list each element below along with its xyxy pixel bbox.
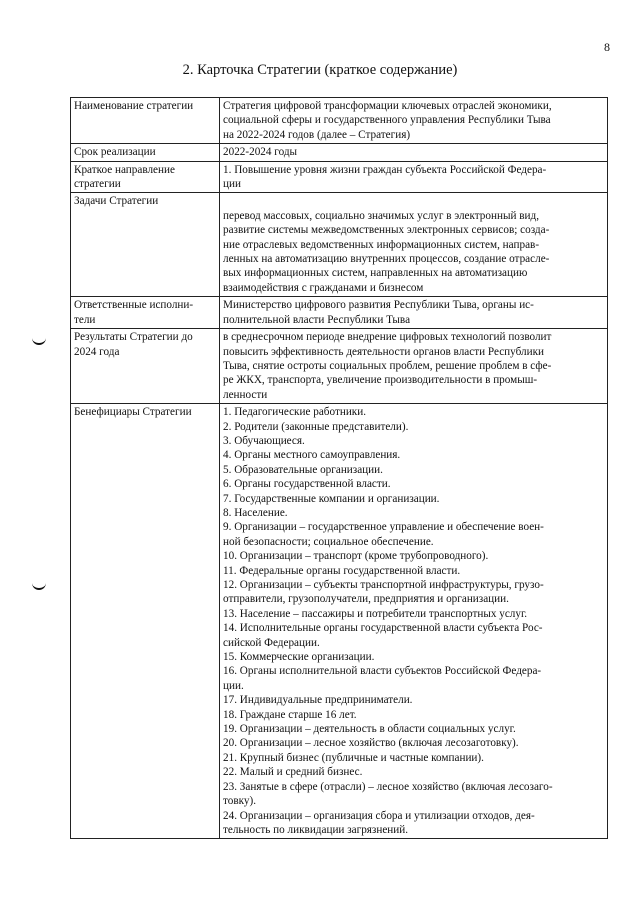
table-row bbox=[71, 297, 608, 329]
label-line: Наименование стратегии bbox=[74, 100, 194, 112]
content-line: 2022-2024 годы bbox=[223, 146, 298, 159]
content-line: 21. Крупный бизнес (публичные и частные компании). bbox=[223, 751, 484, 764]
content-line: ние отраслевых ведомственных информационных систем, направ- bbox=[223, 238, 540, 251]
content-line: 14. Исполнительные органы государственной власти субъекта Рос- bbox=[223, 622, 543, 635]
content-line: вых информационных систем, направленных на автоматизацию bbox=[223, 267, 528, 280]
row-label bbox=[71, 404, 220, 839]
content-line: 1. Повышение уровня жизни граждан субъекта Российской Федера- bbox=[223, 163, 547, 176]
content-line: 19. Организации – деятельность в области социальных услуг. bbox=[223, 723, 516, 736]
content-line: развитие системы межведомственных электронных сервисов; созда- bbox=[223, 224, 550, 237]
content-line: 13. Население – пассажиры и потребители транспортных услуг. bbox=[223, 607, 528, 620]
content-line: 20. Организации – лесное хозяйство (включая лесозаготовку). bbox=[223, 737, 519, 750]
label-line: стратегии bbox=[74, 178, 121, 191]
content-line: 11. Федеральные органы государственной власти. bbox=[223, 564, 461, 577]
content-line: Министерство цифрового развития Республики Тыва, органы ис- bbox=[223, 299, 534, 312]
row-content bbox=[220, 329, 608, 404]
content-line: ции. bbox=[223, 679, 244, 692]
page-number: 8 bbox=[604, 40, 610, 54]
table-row bbox=[71, 193, 608, 297]
label-line: 2024 года bbox=[74, 345, 120, 358]
content-line: перевод массовых, социально значимых услуг в электронный вид, bbox=[223, 209, 540, 222]
margin-mark bbox=[32, 580, 46, 590]
content-line: 1. Педагогические работники. bbox=[223, 406, 367, 419]
content-line: 15. Коммерческие организации. bbox=[223, 651, 375, 664]
content-line: ленных на автоматизацию внутренних процессов, создание отрасле- bbox=[223, 253, 550, 266]
content-line: 6. Органы государственной власти. bbox=[223, 478, 391, 491]
content-line: ре ЖКХ, транспорта, увеличение производительности в промыш- bbox=[223, 374, 538, 387]
row-label bbox=[71, 297, 220, 329]
content-line: 4. Органы местного самоуправления. bbox=[223, 449, 401, 462]
content-line bbox=[223, 194, 604, 208]
row-label bbox=[71, 161, 220, 193]
label-line: Ответственные исполни- bbox=[74, 299, 194, 312]
row-label bbox=[71, 193, 220, 297]
content-line: ленности bbox=[223, 388, 268, 401]
label-line: Результаты Стратегии до bbox=[74, 331, 193, 344]
row-label bbox=[71, 329, 220, 404]
content-line: товку). bbox=[223, 795, 257, 808]
row-content bbox=[220, 193, 608, 297]
row-content bbox=[220, 98, 608, 144]
content-line: 5. Образовательные организации. bbox=[223, 463, 383, 476]
content-line: 23. Занятые в сфере (отрасли) – лесное хозяйство (включая лесозаго- bbox=[223, 780, 553, 793]
label-line: Задачи Стратегии bbox=[74, 195, 159, 208]
table-row bbox=[71, 161, 608, 193]
content-line: полнительной власти Республики Тыва bbox=[223, 313, 411, 326]
table-row bbox=[71, 98, 608, 144]
content-line: сийской Федерации. bbox=[223, 636, 320, 649]
content-line: 18. Граждане старше 16 лет. bbox=[223, 708, 357, 721]
content-line: 9. Организации – государственное управление и обеспечение воен- bbox=[223, 521, 544, 534]
row-label bbox=[71, 144, 220, 161]
content-line: Стратегия цифровой трансформации ключевых отраслей экономики, bbox=[223, 100, 552, 112]
page-title: 2. Карточка Стратегии (краткое содержание) bbox=[182, 62, 458, 78]
row-content bbox=[220, 404, 608, 839]
content-line: взаимодействия с гражданами и бизнесом bbox=[223, 281, 424, 294]
content-line: 12. Организации – субъекты транспортной инфраструктуры, грузо- bbox=[223, 579, 544, 591]
content-line: 17. Индивидуальные предприниматели. bbox=[223, 694, 413, 707]
table-row bbox=[71, 404, 608, 839]
table-row bbox=[71, 144, 608, 161]
row-content bbox=[220, 144, 608, 161]
content-line: ции bbox=[223, 178, 241, 191]
label-line: Краткое направление bbox=[74, 163, 175, 176]
row-label bbox=[71, 98, 220, 144]
content-line: 3. Обучающиеся. bbox=[223, 434, 305, 447]
row-content bbox=[220, 161, 608, 193]
label-line: Бенефициары Стратегии bbox=[74, 406, 192, 419]
label-line: Срок реализации bbox=[74, 146, 156, 159]
content-line: 2. Родители (законные представители). bbox=[223, 420, 409, 433]
content-line: тельность по ликвидации загрязнений. bbox=[223, 823, 409, 836]
content-line: Тыва, снятие остроты социальных проблем, решение проблем в сфе- bbox=[223, 359, 552, 372]
content-line: 10. Организации – транспорт (кроме трубопроводного). bbox=[223, 550, 489, 563]
content-line: 8. Население. bbox=[223, 506, 288, 519]
content-line: ной безопасности; социальное обеспечение. bbox=[223, 535, 434, 548]
label-line: тели bbox=[74, 313, 96, 326]
content-line: в среднесрочном периоде внедрение цифровых технологий позволит bbox=[223, 331, 552, 344]
content-line: 16. Органы исполнительной власти субъектов Российской Федера- bbox=[223, 665, 542, 678]
strategy-card-table bbox=[70, 97, 608, 839]
content-line: социальной сферы и государственного управления Республики Тыва bbox=[223, 114, 551, 127]
content-line: отправители, грузополучатели, предприятия и организации. bbox=[223, 593, 509, 606]
content-line: 24. Организации – организация сбора и утилизации отходов, дея- bbox=[223, 809, 535, 822]
table-row bbox=[71, 329, 608, 404]
content-line: 7. Государственные компании и организации. bbox=[223, 492, 440, 505]
content-line: повысить эффективность деятельности органов власти Республики bbox=[223, 345, 545, 358]
row-content bbox=[220, 297, 608, 329]
margin-mark bbox=[32, 335, 46, 345]
content-line: 22. Малый и средний бизнес. bbox=[223, 766, 363, 779]
content-line: на 2022-2024 годов (далее – Стратегия) bbox=[223, 128, 411, 141]
